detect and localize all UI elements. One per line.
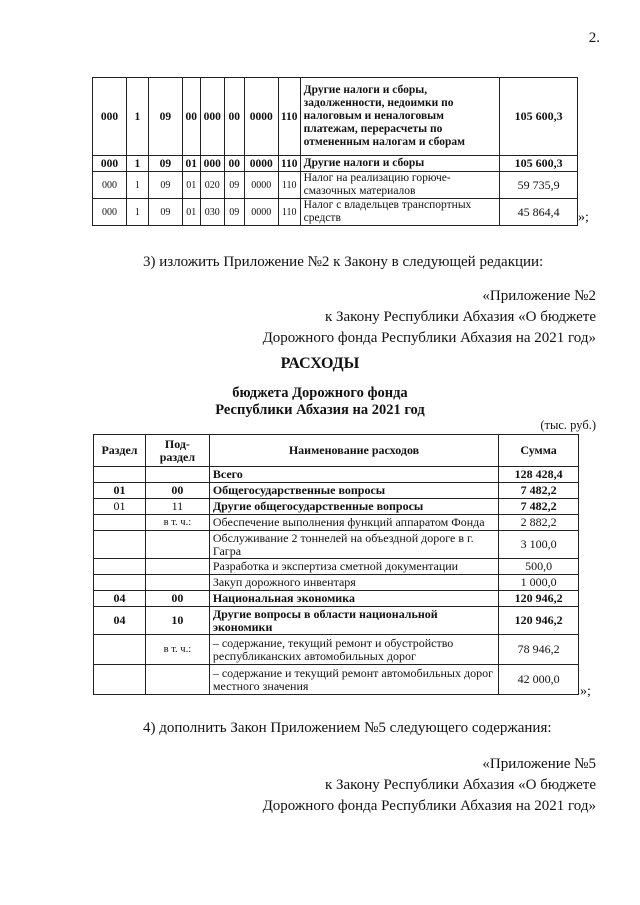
subheading2: Республики Абхазия на 2021 год <box>215 402 425 418</box>
code-cell: 110 <box>278 156 300 172</box>
table2-end-quote: »; <box>580 684 591 699</box>
header-podrazdel: Под-раздел <box>145 435 209 467</box>
table-row <box>93 156 578 172</box>
revenue-table <box>92 77 578 226</box>
table-row <box>94 483 579 499</box>
name-cell: Другие вопросы в области национальной экономики <box>209 607 498 635</box>
podrazdel-cell: 11 <box>145 499 209 515</box>
appendix5-line3: Дорожного фонда Республики Абхазия на 2021 год» <box>262 798 596 814</box>
code-cell: 01 <box>182 172 200 199</box>
expenses-table <box>93 434 579 695</box>
code-cell: 110 <box>278 172 300 199</box>
item3-paragraph: 3) изложить Приложение №2 к Закону в следующей редакции: <box>143 254 544 270</box>
razdel-cell <box>94 515 146 531</box>
code-cell: 000 <box>200 78 224 156</box>
table-row <box>94 665 579 695</box>
sum-cell: 7 482,2 <box>499 483 579 499</box>
table-row <box>93 78 578 156</box>
code-cell: 110 <box>278 199 300 226</box>
razdel-cell: 04 <box>94 607 146 635</box>
appendix2-line3: Дорожного фонда Республики Абхазия на 2021 год» <box>262 330 596 346</box>
code-cell: 00 <box>224 78 244 156</box>
razdel-cell <box>94 559 146 575</box>
appendix2-caption <box>263 286 596 349</box>
appendix5-line2: к Закону Республики Абхазия «О бюджете <box>324 777 596 793</box>
code-cell: 0000 <box>244 156 278 172</box>
name-cell: – содержание и текущий ремонт автомобильных дорог местного значения <box>209 665 498 695</box>
code-cell: 00 <box>224 156 244 172</box>
podrazdel-cell <box>145 531 209 559</box>
code-cell: 01 <box>182 199 200 226</box>
header-razdel: Раздел <box>94 435 146 467</box>
appendix5-line1: «Приложение №5 <box>482 756 596 772</box>
razdel-cell <box>94 575 146 591</box>
code-cell: 00 <box>182 78 200 156</box>
code-cell: 000 <box>93 156 127 172</box>
table-row <box>93 172 578 199</box>
code-cell: 1 <box>126 199 148 226</box>
name-cell: Закуп дорожного инвентаря <box>209 575 498 591</box>
razdel-cell: 04 <box>94 591 146 607</box>
code-cell: 000 <box>93 172 127 199</box>
code-cell: 0000 <box>244 172 278 199</box>
sum-cell: 78 946,2 <box>499 635 579 665</box>
name-cell: Всего <box>209 467 498 483</box>
header-sum: Сумма <box>499 435 579 467</box>
sum-cell: 128 428,4 <box>499 467 579 483</box>
razdel-cell <box>94 665 146 695</box>
table-row <box>93 199 578 226</box>
sum-cell: 500,0 <box>499 559 579 575</box>
podrazdel-cell: 10 <box>145 607 209 635</box>
appendix2-line2: к Закону Республики Абхазия «О бюджете <box>324 309 596 325</box>
code-cell: 110 <box>278 78 300 156</box>
name-cell: Налог на реализацию горюче-смазочных материалов <box>300 172 499 199</box>
podrazdel-cell <box>145 467 209 483</box>
code-cell: 01 <box>182 156 200 172</box>
code-cell: 020 <box>200 172 224 199</box>
code-cell: 09 <box>224 172 244 199</box>
razdel-cell <box>94 531 146 559</box>
table-row <box>94 591 579 607</box>
name-cell: Другие налоги и сборы, задолженности, недоимки по налоговым и неналоговым платежам, перерасчеты по отмененным налогам и сборам <box>300 78 499 156</box>
code-cell: 030 <box>200 199 224 226</box>
name-cell: Другие общегосударственные вопросы <box>209 499 498 515</box>
table-row <box>94 559 579 575</box>
razdel-cell <box>94 635 146 665</box>
name-cell: Разработка и экспертиза сметной документации <box>209 559 498 575</box>
podrazdel-cell: 00 <box>145 591 209 607</box>
table-row <box>94 531 579 559</box>
code-cell: 000 <box>93 78 127 156</box>
code-cell: 09 <box>148 199 182 226</box>
table-row <box>94 515 579 531</box>
name-cell: Общегосударственные вопросы <box>209 483 498 499</box>
code-cell: 09 <box>224 199 244 226</box>
sum-cell: 3 100,0 <box>499 531 579 559</box>
podrazdel-cell <box>145 575 209 591</box>
code-cell: 1 <box>126 78 148 156</box>
table-row <box>94 635 579 665</box>
razdel-cell <box>94 467 146 483</box>
name-cell: Обеспечение выполнения функций аппаратом Фонда <box>209 515 498 531</box>
table-row <box>94 575 579 591</box>
sum-cell: 59 735,9 <box>500 172 578 199</box>
item4-paragraph: 4) дополнить Закон Приложением №5 следующего содержания: <box>143 720 552 736</box>
code-cell: 0000 <box>244 78 278 156</box>
code-cell: 000 <box>93 199 127 226</box>
subheading1: бюджета Дорожного фонда <box>232 385 408 401</box>
appendix5-caption <box>263 754 596 817</box>
sum-cell: 105 600,3 <box>500 156 578 172</box>
razdel-cell: 01 <box>94 499 146 515</box>
table-row <box>94 499 579 515</box>
code-cell: 000 <box>200 156 224 172</box>
code-cell: 09 <box>148 172 182 199</box>
sum-cell: 1 000,0 <box>499 575 579 591</box>
razdel-cell: 01 <box>94 483 146 499</box>
podrazdel-cell: в т. ч.: <box>145 515 209 531</box>
name-cell: Обслуживание 2 тоннелей на объездной дороге в г. Гагра <box>209 531 498 559</box>
code-cell: 1 <box>126 172 148 199</box>
code-cell: 09 <box>148 156 182 172</box>
name-cell: – содержание, текущий ремонт и обустройство республиканских автомобильных дорог <box>209 635 498 665</box>
name-cell: Налог с владельцев транспортных средств <box>300 199 499 226</box>
table1-end-quote: »; <box>578 210 589 225</box>
appendix2-line1: «Приложение №2 <box>482 288 596 304</box>
code-cell: 0000 <box>244 199 278 226</box>
sum-cell: 120 946,2 <box>499 607 579 635</box>
sum-cell: 105 600,3 <box>500 78 578 156</box>
sum-cell: 45 864,4 <box>500 199 578 226</box>
podrazdel-cell: в т. ч.: <box>145 635 209 665</box>
sum-cell: 7 482,2 <box>499 499 579 515</box>
code-cell: 09 <box>148 78 182 156</box>
table-row <box>94 467 579 483</box>
sum-cell: 2 882,2 <box>499 515 579 531</box>
name-cell: Другие налоги и сборы <box>300 156 499 172</box>
sum-cell: 42 000,0 <box>499 665 579 695</box>
heading: РАСХОДЫ <box>280 355 360 372</box>
podrazdel-cell <box>145 665 209 695</box>
podrazdel-cell: 00 <box>145 483 209 499</box>
header-name: Наименование расходов <box>209 435 498 467</box>
podrazdel-cell <box>145 559 209 575</box>
code-cell: 1 <box>126 156 148 172</box>
table-row <box>94 607 579 635</box>
name-cell: Национальная экономика <box>209 591 498 607</box>
units-label: (тыс. руб.) <box>540 418 596 432</box>
sum-cell: 120 946,2 <box>499 591 579 607</box>
page-number: 2. <box>588 30 600 46</box>
